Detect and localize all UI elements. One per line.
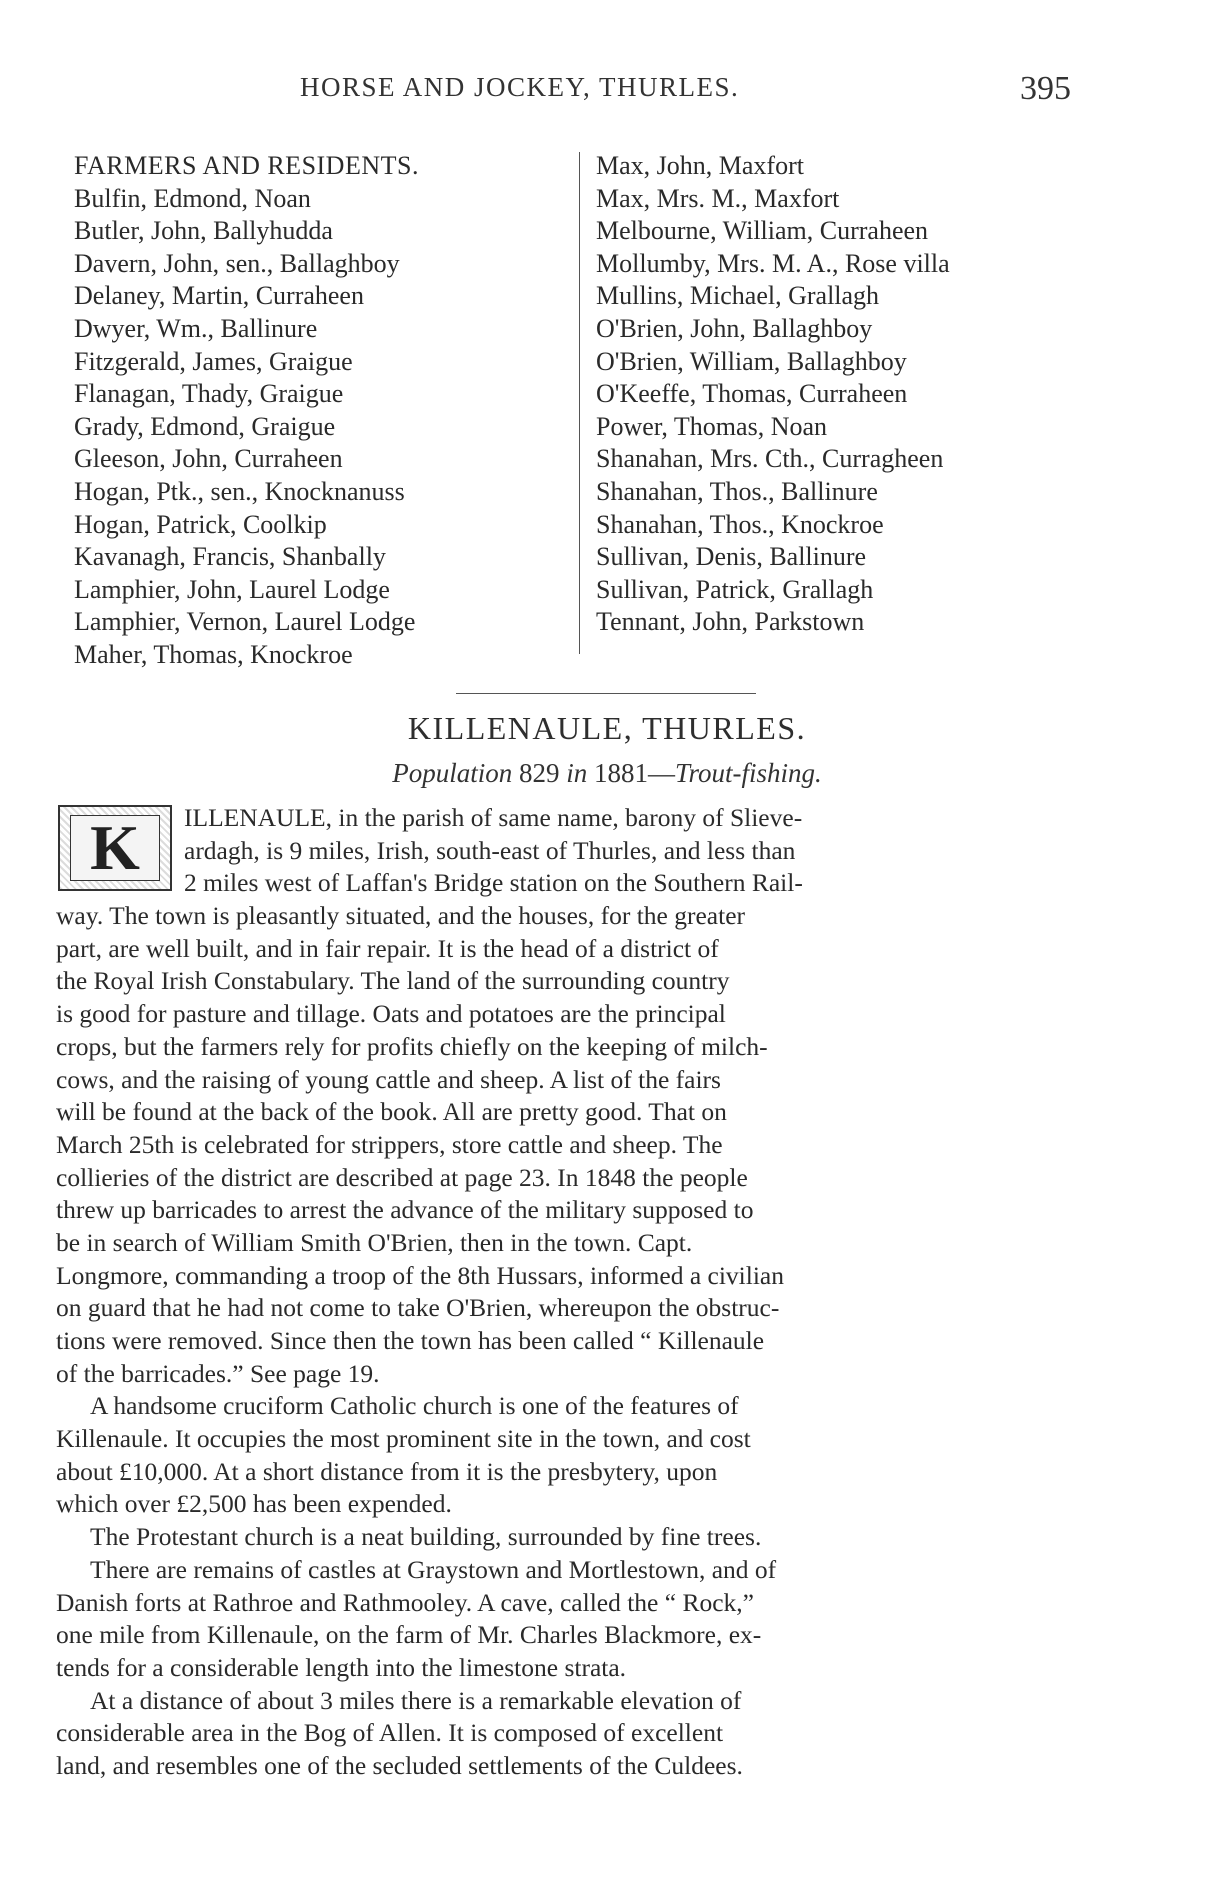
resident-entry: Dwyer, Wm., Ballinure xyxy=(74,313,318,343)
resident-entry: O'Brien, William, Ballaghboy xyxy=(596,346,907,376)
body-line: will be found at the back of the book. All are pretty good. That on xyxy=(56,1097,727,1127)
resident-entry: Fitzgerald, James, Graigue xyxy=(74,346,353,376)
resident-entry: Max, Mrs. M., Maxfort xyxy=(596,183,840,213)
body-line: which over £2,500 has been expended. xyxy=(56,1489,452,1519)
resident-entry: Power, Thomas, Noan xyxy=(596,411,828,441)
resident-entry: Davern, John, sen., Ballaghboy xyxy=(74,248,400,278)
body-line: land, and resembles one of the secluded settlements of the Culdees. xyxy=(56,1750,743,1780)
body-line: collieries of the district are described at page 23. In 1848 the people xyxy=(56,1162,748,1192)
resident-entry: Mullins, Michael, Grallagh xyxy=(596,281,880,311)
subtitle-number: 829 xyxy=(512,758,567,788)
body-line: ILLENAULE, in the parish of same name, barony of Slieve- xyxy=(184,803,803,832)
resident-entry: Sullivan, Patrick, Grallagh xyxy=(596,574,874,604)
resident-entry: Kavanagh, Francis, Shanbally xyxy=(74,542,386,572)
resident-entry: Lamphier, John, Laurel Lodge xyxy=(74,574,390,604)
residents-heading: FARMERS AND RESIDENTS. xyxy=(74,151,419,180)
resident-entry: Shanahan, Thos., Ballinure xyxy=(596,476,878,506)
body-line: part, are well built, and in fair repair. It is the head of a district of xyxy=(56,933,719,963)
body-line: way. The town is pleasantly situated, and the houses, for the greater xyxy=(56,901,746,931)
body-line: tions were removed. Since then the town has been called “ Killenaule xyxy=(56,1326,765,1355)
resident-entry: Sullivan, Denis, Ballinure xyxy=(596,542,867,572)
resident-entry: Hogan, Patrick, Coolkip xyxy=(74,509,327,539)
body-line: At a distance of about 3 miles there is a remarkable elevation of xyxy=(90,1685,742,1715)
resident-entry: Butler, John, Ballyhudda xyxy=(74,216,333,246)
subtitle-in: in xyxy=(566,758,588,788)
body-line: threw up barricades to arrest the advance of the military supposed to xyxy=(56,1195,754,1225)
running-head: HORSE AND JOCKEY, THURLES. xyxy=(300,72,740,102)
body-line: The Protestant church is a neat building, surrounded by fine trees. xyxy=(90,1522,762,1552)
body-line: A handsome cruciform Catholic church is one of the features of xyxy=(90,1391,739,1421)
residents-left-column xyxy=(74,150,574,672)
residents-right-column xyxy=(596,150,1156,639)
body-line: Longmore, commanding a troop of the 8th Hussars, informed a civilian xyxy=(56,1260,784,1290)
resident-entry: Shanahan, Mrs. Cth., Curragheen xyxy=(596,444,944,474)
page-number: 395 xyxy=(1020,70,1071,107)
resident-entry: Max, John, Maxfort xyxy=(596,151,804,180)
drop-cap-letter: K xyxy=(70,815,160,881)
body-line: tends for a considerable length into the limestone strata. xyxy=(56,1652,627,1682)
resident-entry: O'Brien, John, Ballaghboy xyxy=(596,313,873,343)
body-line: crops, but the farmers rely for profits chiefly on the keeping of milch- xyxy=(56,1031,768,1061)
body-line: is good for pasture and tillage. Oats and potatoes are the principal xyxy=(56,999,726,1029)
body-line: ardagh, is 9 miles, Irish, south-east of Thurles, and less than xyxy=(184,835,796,865)
resident-entry: Delaney, Martin, Curraheen xyxy=(74,281,364,311)
resident-entry: Bulfin, Edmond, Noan xyxy=(74,183,311,213)
body-line: the Royal Irish Constabulary. The land of the surrounding country xyxy=(56,966,730,996)
residents-right-list xyxy=(596,150,1156,639)
body-line: There are remains of castles at Graystown and Mortlestown, and of xyxy=(90,1554,777,1584)
resident-entry: Hogan, Ptk., sen., Knocknanuss xyxy=(74,476,405,506)
body-text xyxy=(56,802,1082,1783)
body-line: considerable area in the Bog of Allen. It is composed of excellent xyxy=(56,1718,724,1748)
resident-entry: Melbourne, William, Curraheen xyxy=(596,216,929,246)
section-title: KILLENAULE, THURLES. xyxy=(407,710,807,746)
resident-entry: Flanagan, Thady, Graigue xyxy=(74,379,344,409)
body-line: 2 miles west of Laffan's Bridge station on the Southern Rail- xyxy=(184,868,803,898)
residents-left-list xyxy=(74,183,574,672)
body-line: of the barricades.” See page 19. xyxy=(56,1358,380,1388)
subtitle-year: 1881— xyxy=(587,758,675,788)
resident-entry: Mollumby, Mrs. M. A., Rose villa xyxy=(596,248,950,278)
resident-entry: Gleeson, John, Curraheen xyxy=(74,444,343,474)
body-line: Killenaule. It occupies the most prominent site in the town, and cost xyxy=(56,1424,751,1454)
section-subtitle xyxy=(0,758,1214,789)
resident-entry: Tennant, John, Parkstown xyxy=(596,607,865,637)
section-rule xyxy=(456,693,756,694)
body-line: one mile from Killenaule, on the farm of Mr. Charles Blackmore, ex- xyxy=(56,1620,762,1650)
body-line: cows, and the raising of young cattle and sheep. A list of the fairs xyxy=(56,1064,721,1094)
subtitle-population: Population xyxy=(392,758,513,788)
body-line: about £10,000. At a short distance from it is the presbytery, upon xyxy=(56,1456,718,1486)
resident-entry: Maher, Thomas, Knockroe xyxy=(74,639,353,669)
body-line: on guard that he had not come to take O'Brien, whereupon the obstruc- xyxy=(56,1293,780,1323)
resident-entry: O'Keeffe, Thomas, Curraheen xyxy=(596,379,908,409)
resident-entry: Lamphier, Vernon, Laurel Lodge xyxy=(74,607,416,637)
resident-entry: Grady, Edmond, Graigue xyxy=(74,411,336,441)
body-line: be in search of William Smith O'Brien, then in the town. Capt. xyxy=(56,1227,693,1257)
body-line: March 25th is celebrated for strippers, store cattle and sheep. The xyxy=(56,1129,723,1159)
body-line: Danish forts at Rathroe and Rathmooley. A cave, called the “ Rock,” xyxy=(56,1587,754,1617)
subtitle-trout: Trout-fishing. xyxy=(674,758,822,788)
resident-entry: Shanahan, Thos., Knockroe xyxy=(596,509,884,539)
column-divider xyxy=(579,152,580,654)
